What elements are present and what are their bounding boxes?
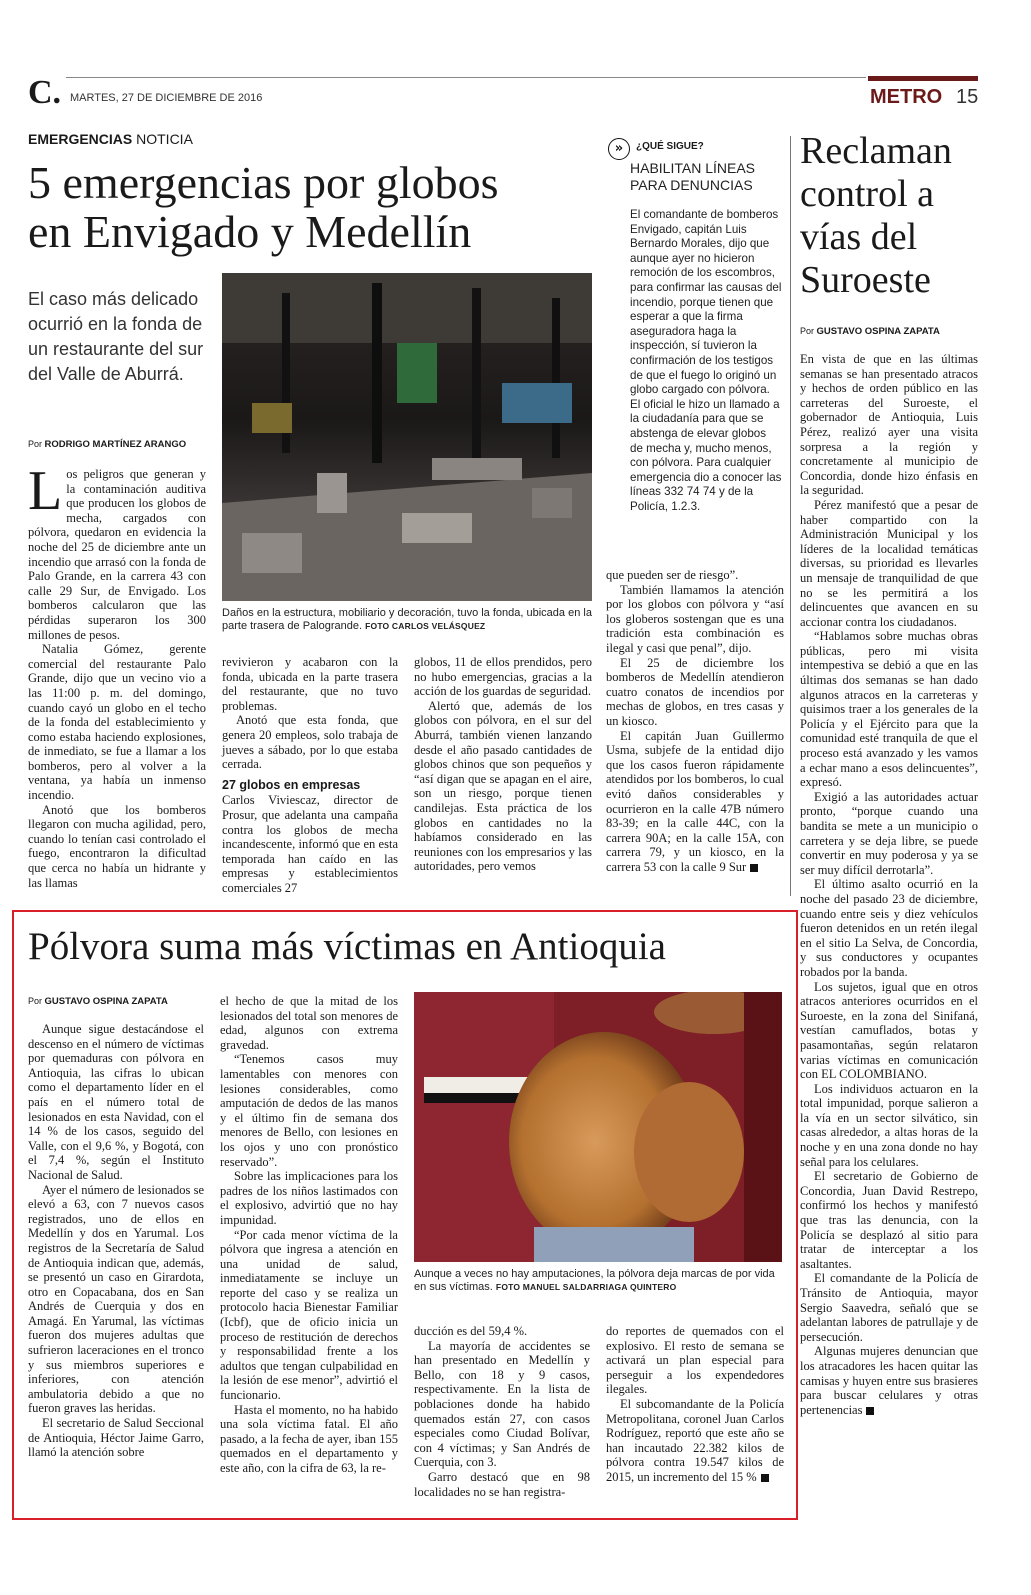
- sidebar-box: [606, 138, 782, 568]
- article3-col4: do reportes de quemados con el explosivo. El resto de semana se activará un plan especial para perseguir a los expendedores ilegales. El subcomandante de la Policía Metropolitana, coronel Juan Carlos Rodríguez, reportó que este año se han incautado 22.382 kilos de pólvora contra 19.547 kilos de 2015, un incremento del 15 %: [606, 1324, 784, 1484]
- sidebar-label: ¿QUÉ SIGUE?: [636, 141, 704, 152]
- header-rule: [66, 77, 866, 78]
- article1-col3: globos, 11 de ellos prendidos, pero no hubo emergencias, gracias a la acción de los guardas de seguridad. Alertó que, además de los globos con pólvora, en el sur del Aburrá, también vienen lanzando desde el año pasado cantidades de globos chinos que son pequeños y “así digan que se apagan en el aire, son un riesgo, porque tienen candilejas. Esta práctica de los globos en cantidades no la habíamos considerado en las reuniones con los empresarios y las autoridades, pero vemos: [414, 655, 592, 874]
- end-mark: [750, 864, 758, 872]
- article1-col1: L os peligros que generan y la contaminación auditiva que producen los globos de mecha, cargados con pólvora, quedaron en evidencia la noche del 25 de diciembre ante un incendio que arrasó con la fonda de Palo Grande, en la carrera 43 con calle 29 Sur, de Envigado. Los bomberos calcularon que las pérdidas superaron los 300 millones de pesos. Natalia Gómez, gerente comercial del restaurante Palo Grande, dijo que un vecino vio a las 11:00 p. m. del domingo, cuando cayó un globo en el techo de la fonda del establecimiento y como estaba haciendo explosiones, de inmediato, se fue a llamar a los bomberos, pero al volver a la ventana, ya había un inmenso incendio. Anotó que los bomberos llegaron con mucha agilidad, pero, cuando lo tenían casi controlado el fuego, encontraron la dificultad que cerca no había un hidrante y las llamas: [28, 460, 206, 890]
- dropcap: L: [28, 460, 63, 522]
- article3-headline: Pólvora suma más víctimas en Antioquia: [28, 925, 666, 968]
- child-burn-image: [414, 992, 782, 1262]
- article2-body: En vista de que en las últimas semanas se han presentado atracos y hechos de orden público en las carreteras del Suroeste, el gobernador de Antioquia, Luis Pérez, realizó ayer una visita sorpresa a la región y concretamente al municipio de Concordia, donde hizo énfasis en la seguridad. Pérez manifestó que a pesar de haber compartido con la Administración Municipal y los líderes de la localidad temáticas diversas, su prioridad es llevarles un mensaje de tranquilidad de que no se les permitirá a los delincuentes que avancen en su accionar contra los ciudadanos. “Hablamos sobre muchas obras públicas, pero mi visita intempestiva se debió a que en las últimas dos semanas se han dado algunos atracos en la carreteras y quisimos traer a los generales de la Policía y el Ejército para que la comunidad esté tranquila de que el proceso está avanzado y les vamos a echar mano a esos delincuentes”, expresó. Exigió a las autoridades actuar pronto, “porque cuando una bandita se mete a un municipio o carretera y se deja libre, se puede convertir en muy poderosa y ya se ser muy difícil derrotarla”. El último asalto ocurrió en la noche del pasado 23 de diciembre, cuando entre seis y diez vehículos fueron detenidos en un retén ilegal en el sitio La Selva, de Concordia, y sus conductores y ocupantes robados por la banda. Los sujetos, igual que en otros atracos anteriores ocurridos en el Suroeste, en la zona del Sinifaná, vestían camuflados, botas y pasamontañas, según relataron varias víctimas en comunicación con EL COLOMBIANO. Los individuos actuaron en la total impunidad, porque salieron a la vía en un sector silvático, sin casas alrededor, a altas horas de la noche y en una zona donde no hay señal para los celulares. El secretario de Gobierno de Concordia, Juan David Restrepo, confirmó los hechos y manifestó que tras las denuncia, con la Policía se desplazó al sitio para tratar de interceptar a los asaltantes. El comandante de la Policía de Tránsito de Antioquia, mayor Sergio Saavedra, señaló que se adelantan labores de patrullaje y de persecución. Algunas mujeres denuncian que los atracadores les hacen quitar las camisas y huyen entre sus brasieres para buscar celulares y otras pertenencias: [800, 352, 978, 1417]
- fire-damage-image: [222, 273, 592, 601]
- logo: C.: [28, 74, 62, 111]
- section-name: METRO: [870, 86, 943, 108]
- photo-credit: FOTO CARLOS VELÁSQUEZ: [365, 621, 486, 631]
- end-mark: [866, 1407, 874, 1415]
- headline-line2: en Envigado y Medellín: [28, 206, 472, 257]
- header: [28, 76, 978, 112]
- article1-kicker: [28, 131, 193, 147]
- sidebar-text: El comandante de bomberos Envigado, capitán Luis Bernardo Morales, dijo que aunque ayer no hicieron remoción de los escombros, para confirmar las causas del incendio, porque tienen que esperar a que la firma aseguradora haga la inspección, sí tuvieron la confirmación de los testigos de que el fuego lo originó un globo cargado con pólvora. El oficial le hizo un llamado a la ciudadanía para que se abstenga de elevar globos de mecha y, mucho menos, con pólvora. Para cualquier emergencia dio a conocer las líneas 332 74 74 y de la Policía, 1.2.3.: [630, 208, 782, 513]
- article1-col4: que pueden ser de riesgo”. También llamamos la atención por los globos con pólvora y “así los globeros sostengan que es una tradición esta combinación es ilegal y casi que penal”, dijo. El 25 de diciembre los bomberos de Medellín atendieron cuatro conatos de incendios por mechas de globos, en tres casas y un kiosco. El capitán Juan Guillermo Usma, subjefe de la entidad dijo que los casos fueron rápidamente atendidos por los bomberos, lo cual evitó daños considerables y ocurrieron en la calle 47B número 83-39; en la calle 44C, con la carrera 90A; en la calle 15A, con carrera 79, y un kiosco, en la carrera 53 con la calle 9 Sur: [606, 568, 784, 874]
- byline-author: RODRIGO MARTÍNEZ ARANGO: [44, 439, 187, 450]
- byline-author: GUSTAVO OSPINA ZAPATA: [44, 996, 168, 1007]
- headline-line1: 5 emergencias por globos: [28, 157, 499, 208]
- kicker-bold: EMERGENCIAS: [28, 131, 133, 147]
- article1-headline: [28, 158, 608, 256]
- article2-byline: Por GUSTAVO OSPINA ZAPATA: [800, 326, 940, 337]
- article1-col2: revivieron y acabaron con la fonda, ubicada en la parte trasera del restaurante, que no tuvo problemas. Anotó que esta fonda, que genera 20 empleos, solo trabaja de jueves a sábado, por lo que estaba cerrada. 27 globos en empresas Carlos Viviescaz, director de Prosur, que adelanta una campaña contra los globos de mecha incandescente, informó que en esta temporada han caído en las empresas y establecimientos comerciales 27: [222, 655, 398, 895]
- article1-byline: Por RODRIGO MARTÍNEZ ARANGO: [28, 439, 187, 450]
- page-number: 15: [956, 86, 979, 108]
- article1-deck: El caso más delicado ocurrió en la fonda de un restaurante del sur del Valle de Aburrá.: [28, 289, 204, 384]
- article1-photo-caption: Daños en la estructura, mobiliario y decoración, tuvo la fonda, ubicada en la parte trasera de Palogrande. FOTO CARLOS VELÁSQUEZ: [222, 607, 592, 632]
- article3-col1: Aunque sigue destacándose el descenso en el número de víctimas por quemaduras con pólvora en Antioquia, las cifras lo ubican como el departamento líder en el país en el número total de lesionados en esta Navidad, con el 14 % de los casos, seguido del Valle, con el 9,6 %, y Bogotá, con el 7,4 %, según el Instituto Nacional de Salud. Ayer el número de lesionados se elevó a 63, con 7 nuevos casos registrados, uno de ellos en Medellín y dos en Yarumal. Los registros de la Secretaría de Salud de Antioquia indican que, además, se presentó un caso en Girardota, otro en Copacabana, dos en San Andrés de Cuerquia y dos en Amagá. En Yarumal, las víctimas fueron dos mujeres adultas que sufrieron laceraciones en el tronco y sus miembros superiores e inferiores, con atención ambulatoria debido a que no fueron graves las heridas. El secretario de Salud Seccional de Antioquia, Héctor Jaime Garro, llamó la atención sobre: [28, 1022, 204, 1460]
- child-burn-photo: [414, 992, 782, 1262]
- end-mark: [761, 1474, 769, 1482]
- section-bar: [868, 76, 978, 81]
- chevron-icon: »: [608, 138, 630, 160]
- photo-credit: FOTO MANUEL SALDARRIAGA QUINTERO: [495, 1282, 677, 1292]
- article3-byline: Por GUSTAVO OSPINA ZAPATA: [28, 996, 168, 1007]
- article3-col3: ducción es del 59,4 %. La mayoría de accidentes se han presentado en Medellín y Bello, con 18 y 9 casos, respectivamente. En la lista de poblaciones donde ha habido quemados están 27, con casos especiales como Ciudad Bolívar, con 4 víctimas; y San Andrés de Cuerquia, con 3. Garro destacó que en 98 localidades no se han registra-: [414, 1324, 590, 1499]
- article3-col2: el hecho de que la mitad de los lesionados del total son menores de edad, algunos con extrema gravedad. “Tenemos casos muy lamentables con menores con lesiones considerables, como amputación de dedos de las manos y el último fin de semana dos menores de Bello, con lesiones en los ojos y uno con pronóstico reservado”. Sobre las implicaciones para los padres de los niños lastimados con el explosivo, advirtió que no hay impunidad. “Por cada menor víctima de la pólvora que ingresa a atención en una unidad de salud, inmediatamente se incluye un reporte del caso y se realiza un protocolo hacia Bienestar Familiar (Icbf), que de oficio inicia un proceso de restitución de derechos y responsabilidad frente a los adultos que tengan culpabilidad en la lesión de ese menor”, advirtió el funcionario. Hasta el momento, no ha habido una sola víctima fatal. El año pasado, a la fecha de ayer, iban 155 quemados en el departamento y este año, con la cifra de 63, la re-: [220, 994, 398, 1475]
- sidebar-divider: [790, 136, 791, 896]
- article1-subhead: 27 globos en empresas: [222, 777, 361, 792]
- article3-photo-caption: Aunque a veces no hay amputaciones, la pólvora deja marcas de por vida en sus víctimas. FOTO MANUEL SALDARRIAGA QUINTERO: [414, 1268, 775, 1293]
- fire-damage-photo: [222, 273, 592, 601]
- article2-headline: Reclaman control a vías del Suroeste: [800, 130, 952, 301]
- kicker-light: NOTICIA: [136, 131, 193, 147]
- sidebar-title: HABILITAN LÍNEAS PARA DENUNCIAS: [630, 160, 756, 193]
- byline-author: GUSTAVO OSPINA ZAPATA: [816, 326, 940, 337]
- header-date: MARTES, 27 DE DICIEMBRE DE 2016: [70, 92, 263, 104]
